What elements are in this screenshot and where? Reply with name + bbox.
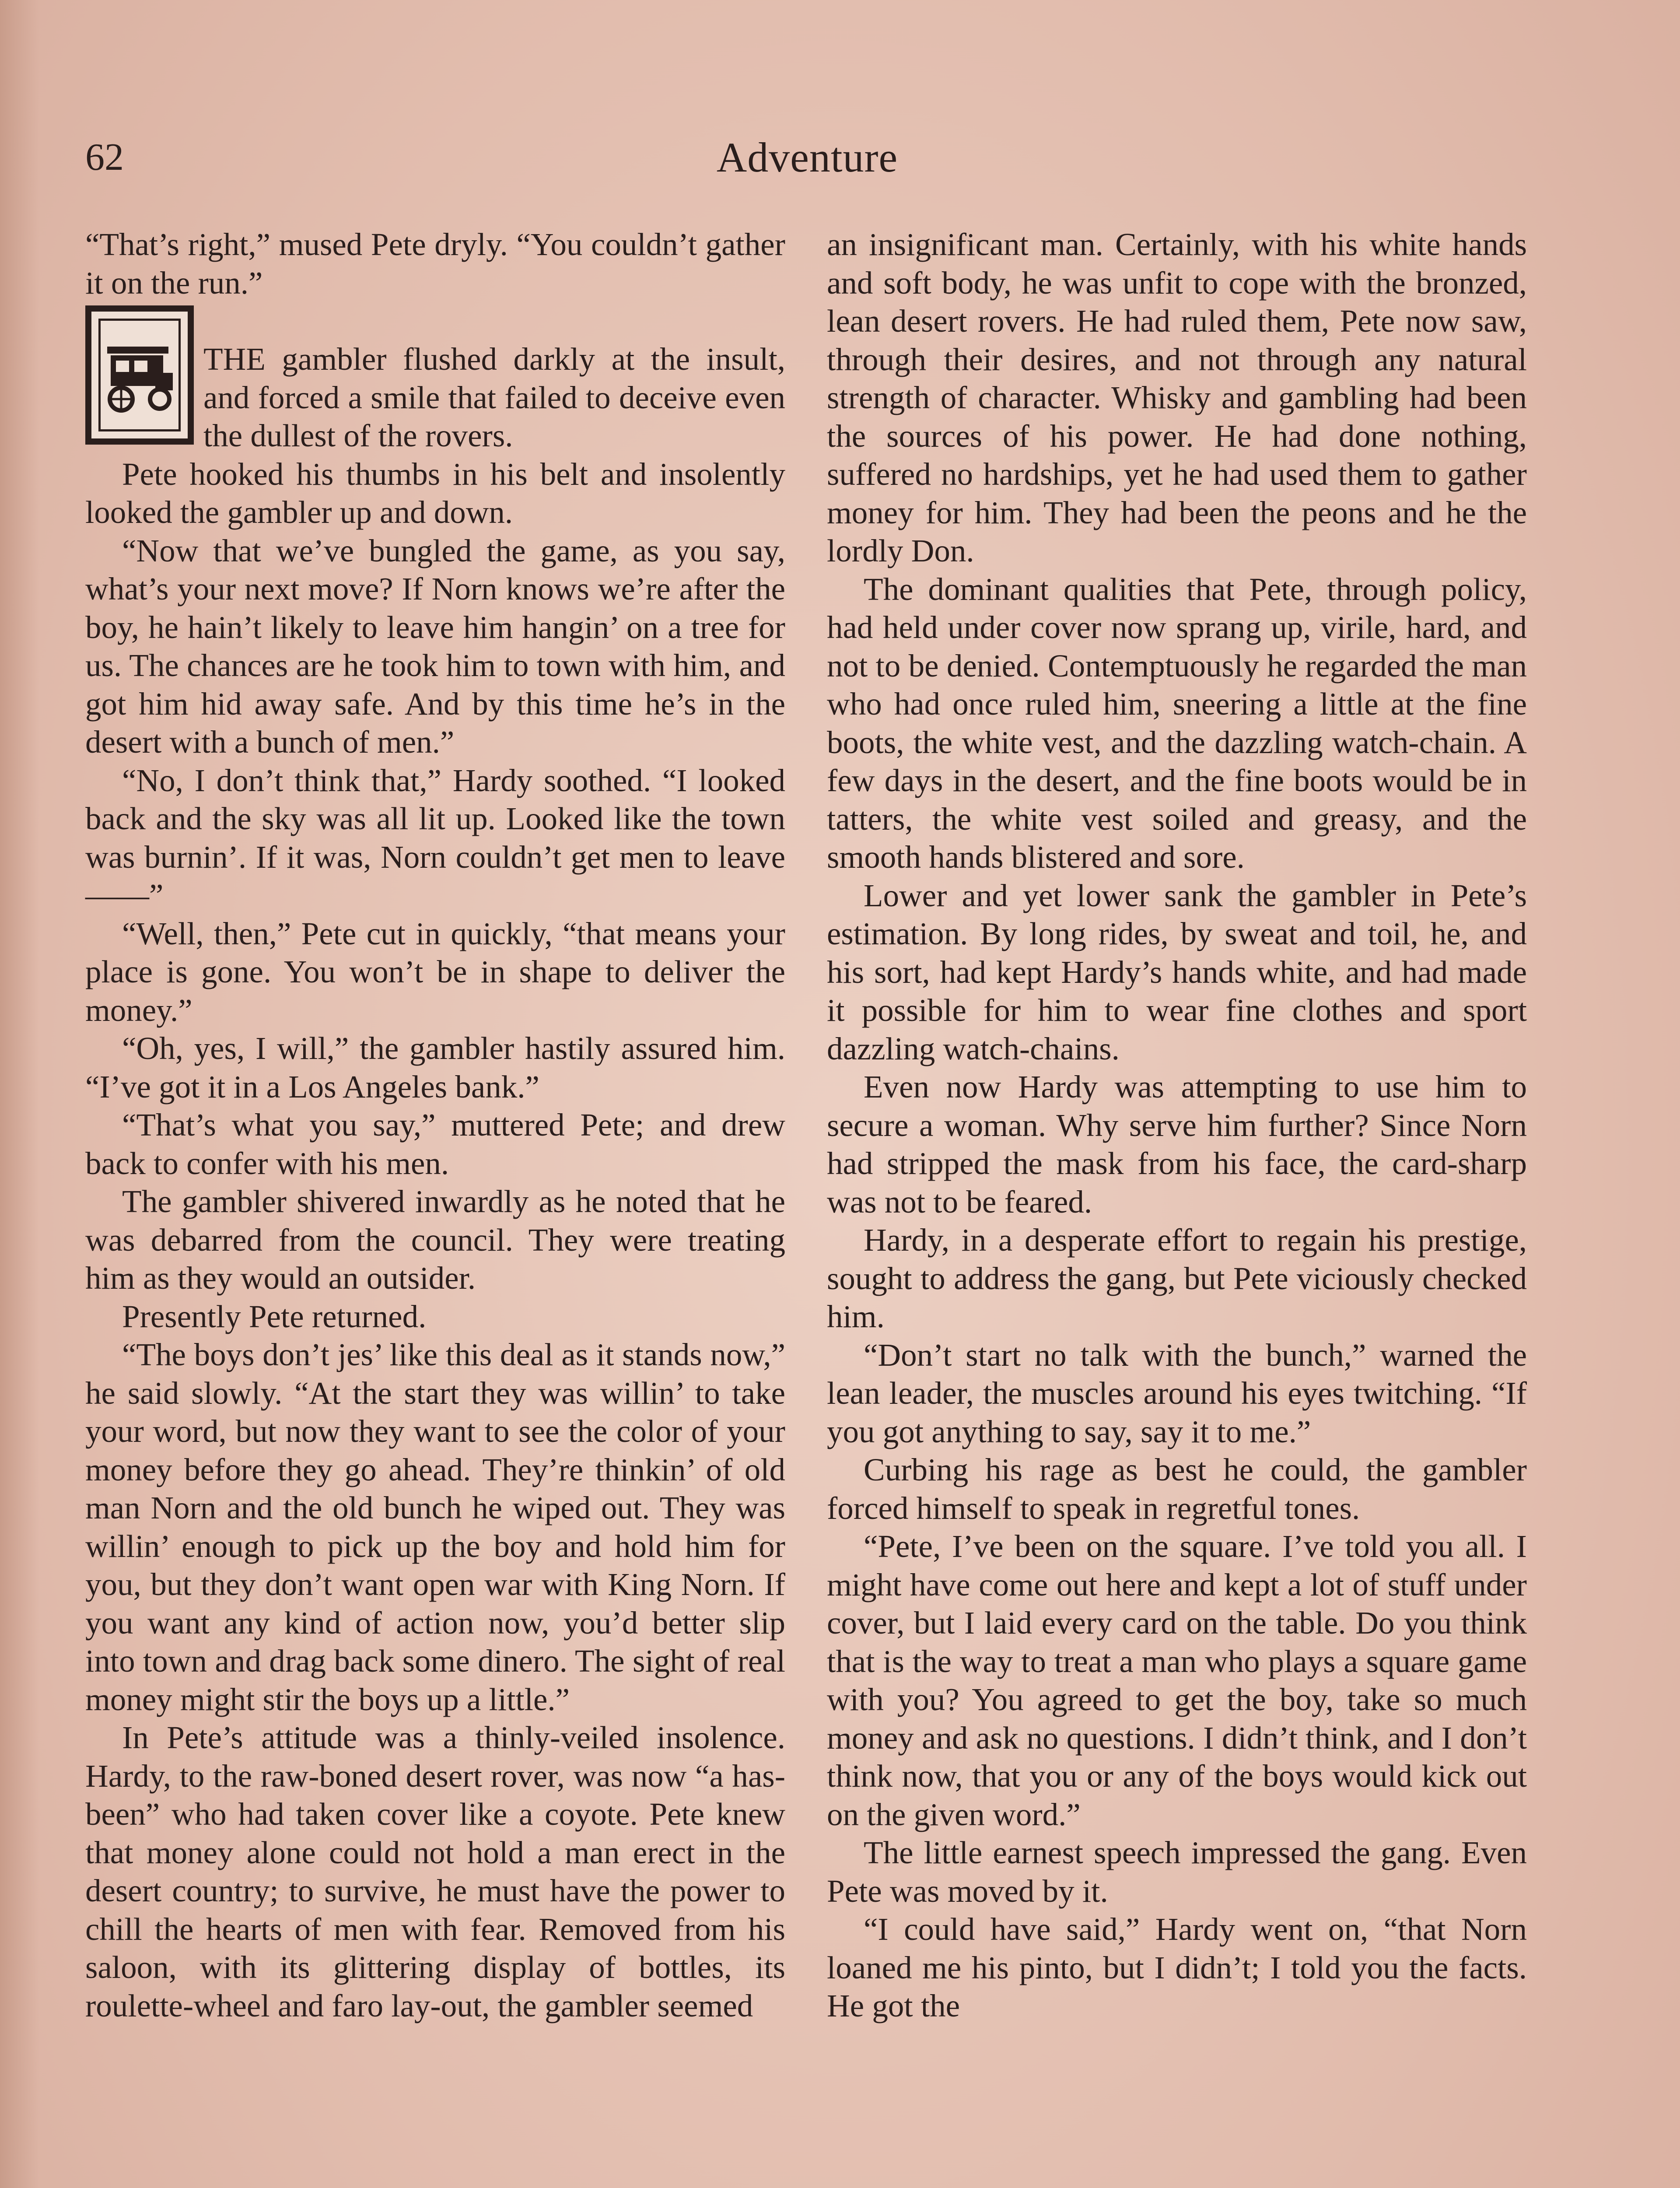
paragraph: “The boys don’t jes’ like this deal as it stands now,” he said slowly. “At the start they was willin’ to take your word, but now they want to see the color of your money before they go ahead. They’re thinkin’ of old man Norn and the old bunch he wiped out. They was willin’ enough to pick up the boy and hold him for you, but they don’t want open war with King Norn. If you want any kind of action now, you’d better slip into town and drag back some dinero. The sight of real money might stir the boys up a little.” [85, 1337, 785, 1717]
paragraph: “Pete, I’ve been on the square. I’ve told you all. I might have come out here and kept a lot of stuff under cover, but I laid every card on the table. Do you think that is the way to treat a man who plays a square game with you? You agreed to get the boy, take so much money and ask no questions. I didn’t think, and I don’t think now, that you or any of the boys would kick out on the given word.” [827, 1529, 1527, 1832]
stagecoach-illustration-icon [85, 305, 194, 445]
paragraph: “Oh, yes, I will,” the gambler hastily assured him. “I’ve got it in a Los Angeles bank.” [85, 1031, 785, 1105]
paragraph: “That’s what you say,” muttered Pete; and drew back to confer with his men. [85, 1107, 785, 1181]
paragraph: In Pete’s attitude was a thinly-veiled insolence. Hardy, to the raw-boned desert rover, was now “a has-been” who had taken cover like a coyote. Pete knew that money alone could not hold a man erect in the desert country; to survive, he must have the power to chill the hearts of men with fear. Removed from his saloon, with its glittering display of bottles, its roulette-wheel and faro lay-out, the gambler seemed [85, 1720, 785, 2023]
paragraph: “Well, then,” Pete cut in quickly, “that means your place is gone. You won’t be in shape to deliver the money.” [85, 915, 785, 1028]
paragraph: The gambler shivered inwardly as he noted that he was debarred from the council. They were treating him as they would an outsider. [85, 1184, 785, 1296]
page-header [85, 127, 1529, 188]
paragraph: THE gambler flushed darkly at the insult, and forced a smile that failed to deceive even the dullest of the rovers. [203, 341, 785, 453]
paragraph: Hardy, in a desperate effort to regain his prestige, sought to address the gang, but Pete viciously checked him. [827, 1222, 1527, 1334]
paragraph: “Now that we’ve bungled the game, as you say, what’s your next move? If Norn knows we’re after the boy, he hain’t likely to leave him hangin’ on a tree for us. The chances are he took him to town with him, and got him hid away safe. And by this time he’s in the desert with a bunch of men.” [85, 533, 785, 760]
paragraph: The dominant qualities that Pete, through policy, had held under cover now sprang up, virile, hard, and not to be denied. Contemptuously he regarded the man who had once ruled him, sneering a little at the fine boots, the white vest, and the dazzling watch-chain. A few days in the desert, and the fine boots would be in tatters, the white vest soiled and greasy, and the smooth hands blistered and sore. [827, 571, 1527, 875]
stagecoach-drawing [103, 329, 176, 421]
running-title: Adventure [716, 134, 898, 181]
page-edge-shadow [0, 0, 39, 2188]
paragraph: “I could have said,” Hardy went on, “that Norn loaned me his pinto, but I didn’t; I told you the facts. He got the [827, 1911, 1527, 2023]
paragraph: Even now Hardy was attempting to use him to secure a woman. Why serve him further? Since Norn had stripped the mask from his face, the card-sharp was not to be feared. [827, 1069, 1527, 1220]
paragraph: an insignificant man. Certainly, with his white hands and soft body, he was unfit to cope with the bronzed, lean desert rovers. He had ruled them, Pete now saw, through their desires, and not through any natural strength of character. Whisky and gambling had been the sources of his power. He had done nothing, suffered no hardships, yet he had used them to gather money for him. They had been the peons and he the lordly Don. [827, 227, 1527, 568]
paragraph: “Don’t start no talk with the bunch,” warned the lean leader, the muscles around his eyes twitching. “If you got anything to say, say it to me.” [827, 1337, 1527, 1449]
paragraph: Presently Pete returned. [122, 1298, 427, 1334]
paragraph: Pete hooked his thumbs in his belt and insolently looked the gambler up and down. [85, 456, 785, 530]
paragraph: Lower and yet lower sank the gambler in Pete’s estimation. By long rides, by sweat and toil, he, and his sort, had kept Hardy’s hands white, and had made it possible for him to wear fine clothes and sport dazzling watch-chains. [827, 877, 1527, 1066]
paragraph: “No, I don’t think that,” Hardy soothed. “I looked back and the sky was all lit up. Looked like the town was burnin’. If it was, Norn couldn’t get men to leave——” [85, 762, 785, 913]
paragraph: Curbing his rage as best he could, the gambler forced himself to speak in regretful tones. [827, 1452, 1527, 1526]
left-column [85, 225, 785, 2025]
page-number: 62 [85, 136, 124, 179]
paragraph: The little earnest speech impressed the gang. Even Pete was moved by it. [827, 1835, 1527, 1909]
paragraph: “That’s right,” mused Pete dryly. “You couldn’t gather it on the run.” [85, 227, 785, 301]
right-column [827, 225, 1527, 2025]
